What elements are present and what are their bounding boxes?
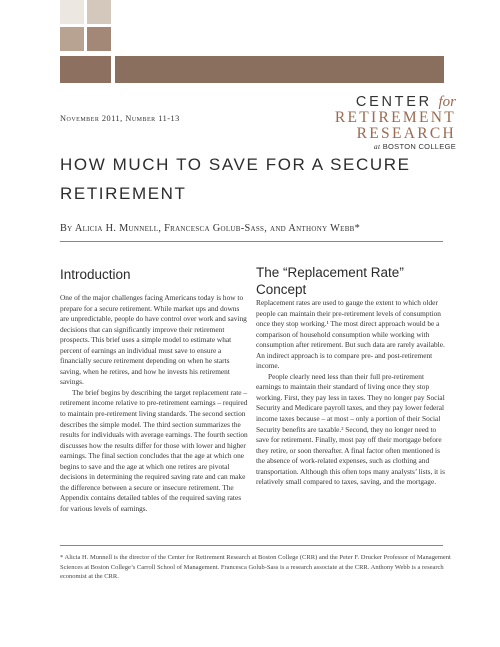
author-footnote: * Alicia H. Munnell is the director of the Center for Retirement Research at Boston College (CRR) and the Peter F. Drucker Professor of Management Sciences at Boston College’s Carroll School of Management. Francesca Golub-Sass is a research associate at the CRR. Anthony Webb is a research economist at the CRR. — [60, 554, 451, 581]
title-line-1: HOW MUCH TO SAVE FOR A SECURE — [60, 155, 411, 174]
color-block — [87, 0, 111, 24]
logo-retirement: RETIREMENT — [334, 109, 456, 126]
logo-center: CENTER — [355, 94, 432, 110]
header-bar — [115, 56, 444, 83]
title-line-2: RETIREMENT — [60, 184, 187, 203]
color-block — [87, 27, 111, 51]
decorative-color-blocks — [60, 0, 112, 83]
logo-for: for — [438, 94, 456, 110]
replacement-heading-line-1: The “Replacement Rate” — [256, 265, 404, 280]
logo-at: at — [373, 142, 381, 151]
logo-boston-college: BOSTON COLLEGE — [382, 142, 456, 151]
introduction-heading: Introduction — [60, 267, 131, 282]
footnote-divider — [60, 545, 443, 546]
replacement-rate-heading — [256, 264, 446, 298]
page-title — [60, 150, 460, 208]
crr-logo — [311, 95, 456, 151]
paragraph: Replacement rates are used to gauge the extent to which older people can maintain their pre-retirement levels of consumption once they stop working.¹ The most direct approach would be a comparison of household consumption while working with consumption after retirement. But such data are rarely available. An indirect approach is to compare pre- and post-retirement income. — [256, 298, 445, 371]
paragraph: The brief begins by describing the target replacement rate – retirement income relative to pre-retirement earnings – required to maintain pre-retirement living standards. The second section describes the simple model. The third section summarizes the results for individuals with average earnings. The fourth section discusses how the results differ for those with lower and higher earnings. The final section concludes that the age at which one begins to save and the age at which one retires are pivotal decisions in determining the required saving rate and can make the difference between a secure or insecure retirement. The Appendix contains detailed tables of the required saving rates for various levels of earnings. — [60, 387, 248, 513]
color-block — [60, 0, 84, 24]
color-block — [60, 27, 84, 51]
color-block — [60, 56, 111, 83]
divider — [60, 241, 443, 242]
authors-line: By Alicia H. Munnell, Francesca Golub-Sass, and Anthony Webb* — [60, 223, 361, 234]
logo-research: RESEARCH — [356, 124, 456, 142]
paragraph: People clearly need less than their full pre-retirement earnings to maintain their standard of living once they stop working. First, they pay less in taxes. They no longer pay Social Security and Medicare payroll taxes, and they pay lower federal income taxes because – at most – only a portion of their Social Security benefits are taxable.² Second, they no longer need to save for retirement. Finally, most pay off their mortgage before they retire, or soon thereafter. A final factor often mentioned is the absence of work-related expenses, such as clothing and transportation. Although this often tops many analysts’ lists, it is relatively small compared to taxes, saving, and the mortgage. — [256, 371, 445, 487]
replacement-column — [256, 298, 445, 488]
issue-line: November 2011, Number 11-13 — [60, 114, 180, 123]
introduction-column — [60, 293, 249, 514]
replacement-heading-line-2: Concept — [256, 282, 307, 297]
paragraph: One of the major challenges facing Americans today is how to prepare for a secure retirement. While market ups and downs are unpredictable, people do have control over work and saving decisions that can significantly improve their retirement prospects. This brief uses a simple model to estimate what percent of earnings an individual must save to ensure a financially secure retirement depending on when he starts saving, when he retires, and how he invests his retirement savings. — [60, 293, 247, 387]
